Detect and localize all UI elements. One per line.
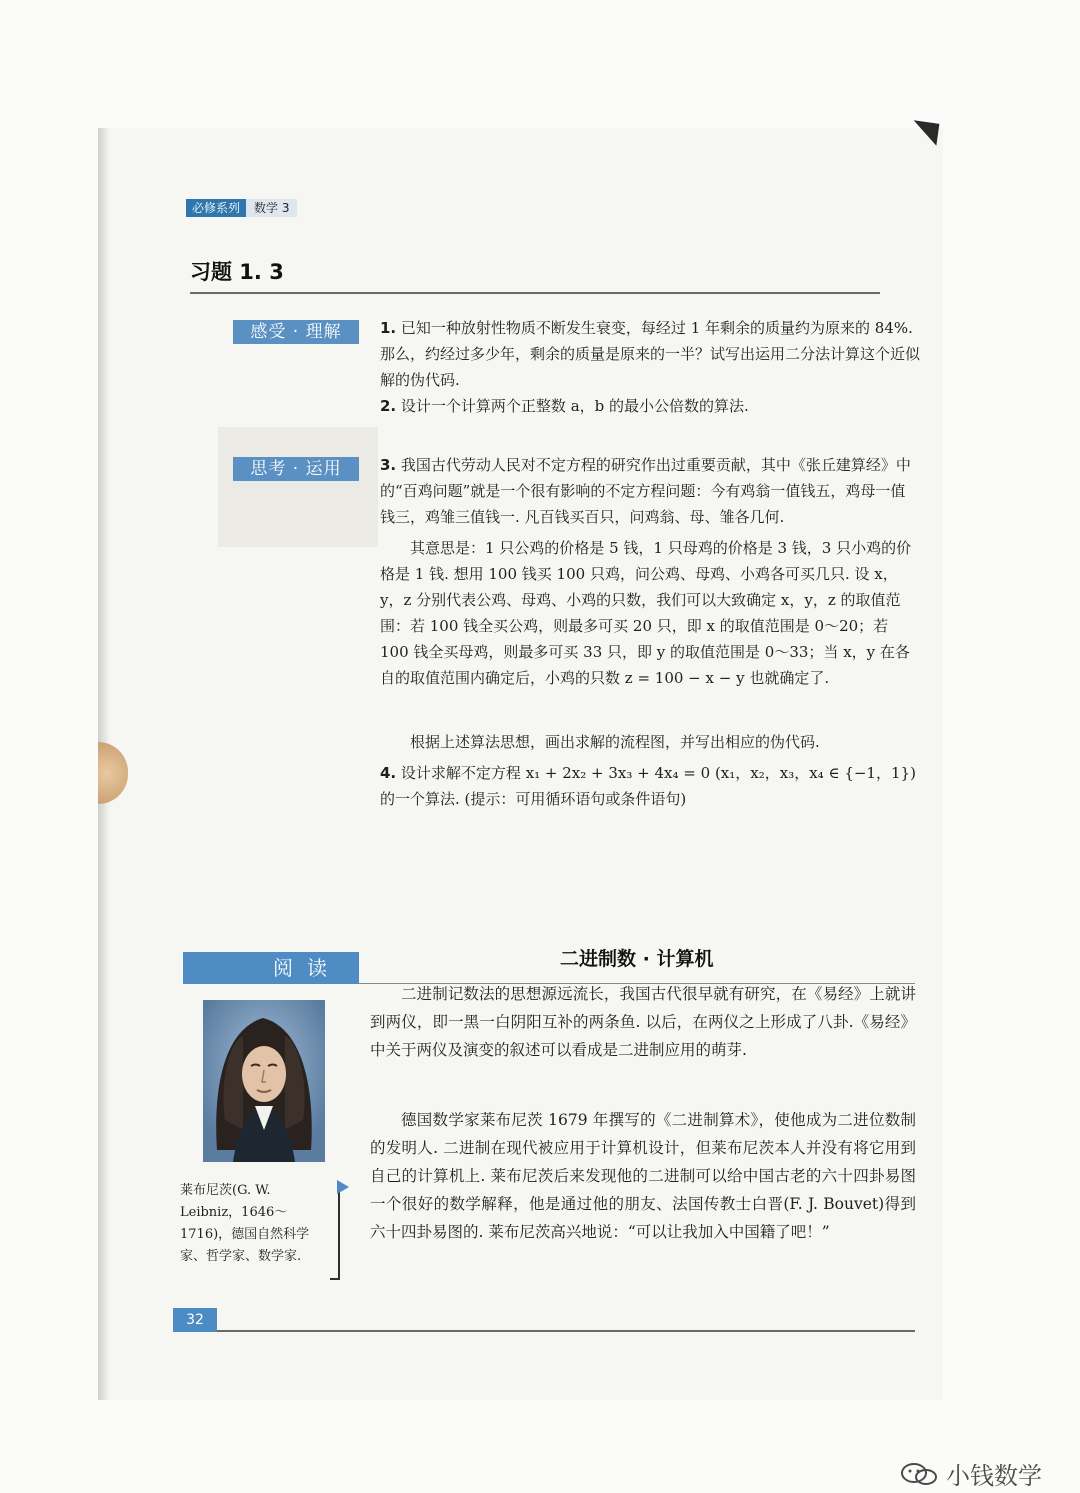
- question-number: 2.: [380, 397, 397, 415]
- question-3: [380, 452, 920, 530]
- leibniz-portrait: [203, 1000, 325, 1162]
- footer-rule: [217, 1330, 915, 1332]
- series-header: [186, 199, 297, 217]
- caption-arrow-icon: [337, 1180, 349, 1194]
- question-text: 设计求解不定方程 x₁ + 2x₂ + 3x₃ + 4x₄ = 0 (x₁，x₂，x₃，x₄ ∈ {−1，1}) 的一个算法. (提示：可用循环语句或条件语句): [380, 764, 916, 808]
- book-label: 数学 3: [246, 199, 297, 217]
- portrait-caption: 莱布尼茨(G. W. Leibniz，1646～1716)，德国自然科学家、哲学家、数学家.: [180, 1183, 310, 1264]
- question-3-task: 根据上述算法思想，画出求解的流程图，并写出相应的伪代码.: [410, 733, 820, 751]
- question-number: 4.: [380, 764, 397, 782]
- section-tag-bg: [218, 427, 378, 547]
- watermark-text: 小钱数学: [946, 1462, 1042, 1490]
- question-text: 已知一种放射性物质不断发生衰变，每经过 1 年剩余的质量约为原来的 84%. 那么，约经过多少年，剩余的质量是原来的一半？试写出运用二分法计算这个近似解的伪代码.: [380, 319, 921, 389]
- exercise-title: 习题 1. 3: [190, 260, 284, 284]
- reading-paragraph-1: 二进制记数法的思想源远流长，我国古代很早就有研究，在《易经》上就讲到两仪，即一黑一白阴阳互补的两条鱼. 以后，在两仪之上形成了八卦.《易经》中关于两仪及演变的叙述可以看成是二进制应用的萌芽.: [370, 985, 916, 1059]
- title-rule: [190, 292, 880, 294]
- reading-paragraph-2: 德国数学家莱布尼茨 1679 年撰写的《二进制算术》，使他成为二进位数制的发明人. 二进制在现代被应用于计算机设计，但莱布尼茨本人并没有将它用到自己的计算机上. 莱布尼茨后来发现他的二进制可以给中国古老的六十四卦易图一个很好的数学解释，他是通过他的朋友、法国传教士白晋(F. J. Bouvet)得到六十四卦易图的. 莱布尼茨高兴地说：“可以让我加入中国籍了吧！”: [370, 1111, 916, 1241]
- question-4: [380, 760, 920, 812]
- section-tag-understand: 感受 · 理解: [233, 320, 359, 344]
- portrait-image: [203, 1000, 325, 1162]
- question-text: 我国古代劳动人民对不定方程的研究作出过重要贡献，其中《张丘建算经》中的“百鸡问题”就是一个很有影响的不定方程问题：今有鸡翁一值钱五，鸡母一值钱三，鸡雏三值钱一. 凡百钱买百只，问鸡翁、母、雏各几何.: [380, 456, 911, 526]
- reading-tag-label: 阅读: [273, 956, 341, 980]
- reading-tag: [183, 952, 359, 984]
- series-label: 必修系列: [186, 199, 246, 217]
- section-tag-apply: 思考 · 运用: [233, 457, 359, 481]
- question-number: 1.: [380, 319, 397, 337]
- wechat-icon: [900, 1462, 940, 1486]
- question-text: 设计一个计算两个正整数 a，b 的最小公倍数的算法.: [400, 397, 749, 415]
- reading-title: 二进制数 · 计算机: [560, 948, 714, 970]
- watermark: [900, 1456, 1042, 1491]
- question-1: [380, 315, 920, 393]
- question-3-explanation: 其意思是：1 只公鸡的价格是 5 钱，1 只母鸡的价格是 3 钱，3 只小鸡的价格是 1 钱. 想用 100 钱买 100 只鸡，问公鸡、母鸡、小鸡各可买几只. 设 x，y，z 分别代表公鸡、母鸡、小鸡的只数，我们可以大致确定 x，y，z 的取值范围：若 100 钱全买公鸡，则最多可买 20 只，即 x 的取值范围是 0～20；若 100 钱全买母鸡，则最多可买 33 只，即 y 的取值范围是 0～33；当 x，y 在各自的取值范围内确定后，小鸡的只数 z = 100 − x − y 也就确定了.: [380, 539, 912, 687]
- question-2: [380, 393, 920, 419]
- caption-bracket: [330, 1184, 340, 1280]
- page-number: 32: [173, 1308, 217, 1332]
- question-number: 3.: [380, 456, 397, 474]
- page-corner: [911, 120, 940, 145]
